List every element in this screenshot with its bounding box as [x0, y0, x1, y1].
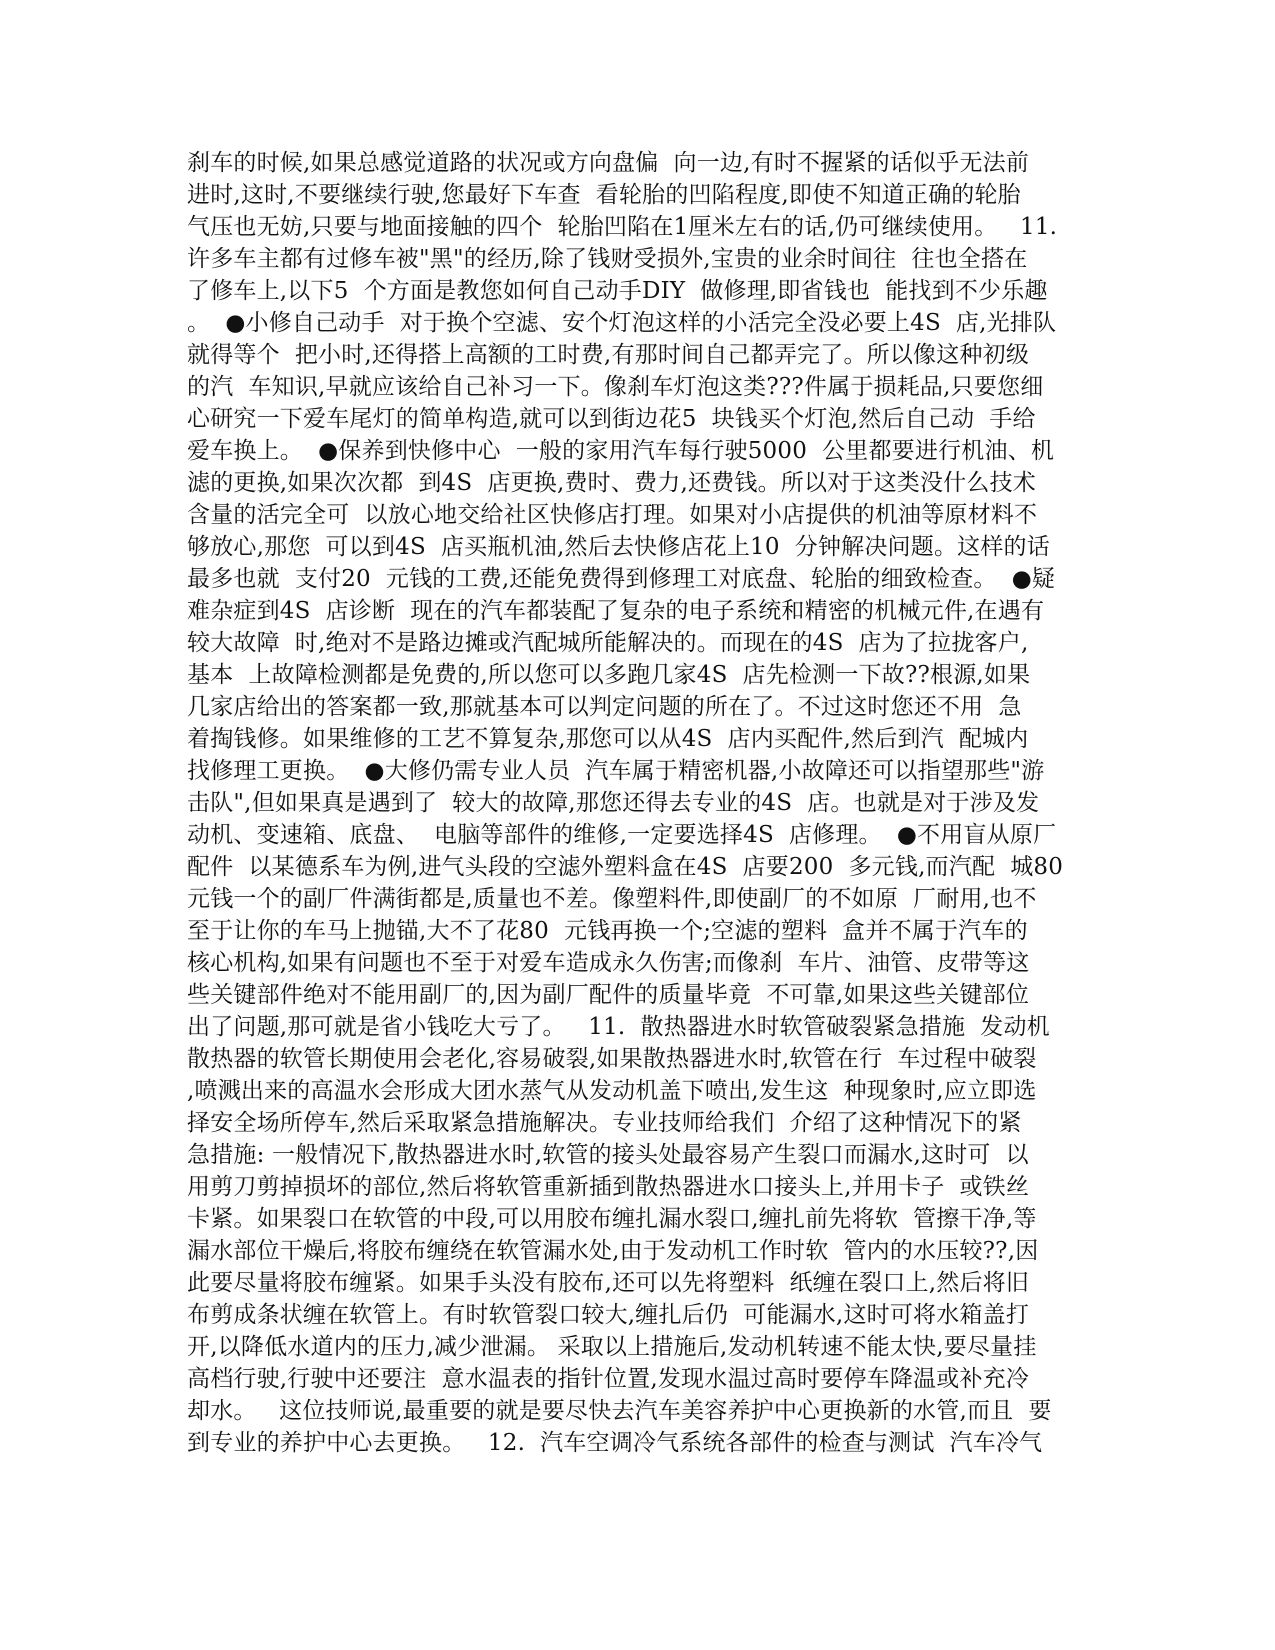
text-line: 较大故障 时,绝对不是路边摊或汽配城所能解决的。而现在的4S 店为了拉拢客户,	[187, 630, 1029, 656]
text-line: 许多车主都有过修车被"黑"的经历,除了钱财受损外,宝贵的业余时间往 往也全搭在	[187, 246, 1028, 272]
text-line: 核心机构,如果有问题也不至于对爱车造成永久伤害;而像刹 车片、油管、皮带等这	[187, 950, 1030, 976]
text-line: 散热器的软管长期使用会老化,容易破裂,如果散热器进水时,软管在行 车过程中破裂	[187, 1046, 1037, 1072]
text-line: 用剪刀剪掉损坏的部位,然后将软管重新插到散热器进水口接头上,并用卡子 或铁丝	[187, 1174, 1030, 1200]
body-text	[187, 147, 1087, 1459]
text-line: 开,以降低水道内的压力,减少泄漏。 采取以上措施后,发动机转速不能太快,要尽量挂	[187, 1334, 1037, 1360]
text-line: 动机、变速箱、底盘、 电脑等部件的维修,一定要选择4S 店修理。 ●不用盲从原厂	[187, 822, 1057, 848]
text-line: 布剪成条状缠在软管上。有时软管裂口较大,缠扎后仍 可能漏水,这时可将水箱盖打	[187, 1302, 1030, 1328]
text-line: 至于让你的车马上抛锚,大不了花80 元钱再换一个;空滤的塑料 盒并不属于汽车的	[187, 918, 1028, 944]
text-line: 漏水部位干燥后,将胶布缠绕在软管漏水处,由于发动机工作时软 管内的水压较??,因	[187, 1238, 1039, 1264]
text-line: 的汽 车知识,早就应该给自己补习一下。像刹车灯泡这类???件属于损耗品,只要您细	[187, 374, 1044, 400]
text-line: 急措施: 一般情况下,散热器进水时,软管的接头处最容易产生裂口而漏水,这时可 以	[187, 1142, 1029, 1168]
text-line: 基本 上故障检测都是免费的,所以您可以多跑几家4S 店先检测一下故??根源,如果	[187, 662, 1031, 688]
text-line: 滤的更换,如果次次都 到4S 店更换,费时、费力,还费钱。所以对于这类没什么技术	[187, 470, 1036, 496]
text-line: 高档行驶,行驶中还要注 意水温表的指针位置,发现水温过高时要停车降温或补充冷	[187, 1366, 1030, 1392]
text-line: 此要尽量将胶布缠紧。如果手头没有胶布,还可以先将塑料 纸缠在裂口上,然后将旧	[187, 1270, 1030, 1296]
text-line: 到专业的养护中心去更换。 12. 汽车空调冷气系统各部件的检查与测试 汽车冷气	[187, 1430, 1043, 1456]
text-line: 击队",但如果真是遇到了 较大的故障,那您还得去专业的4S 店。也就是对于涉及发	[187, 790, 1040, 816]
text-line: 元钱一个的副厂件满街都是,质量也不差。像塑料件,即使副厂的不如原 厂耐用,也不	[187, 886, 1037, 912]
text-line: 刹车的时候,如果总感觉道路的状况或方向盘偏 向一边,有时不握紧的话似乎无法前	[187, 150, 1030, 176]
text-line: ,喷溅出来的高温水会形成大团水蒸气从发动机盖下喷出,发生这 种现象时,应立即选	[187, 1078, 1037, 1104]
text-line: 心研究一下爱车尾灯的简单构造,就可以到街边花5 块钱买个灯泡,然后自己动 手给	[187, 406, 1036, 432]
text-line: 择安全场所停车,然后采取紧急措施解决。专业技师给我们 介绍了这种情况下的紧	[187, 1110, 1022, 1136]
text-line: 几家店给出的答案都一致,那就基本可以判定问题的所在了。不过这时您还不用 急	[187, 694, 1022, 720]
text-line: 些关键部件绝对不能用副厂的,因为副厂配件的质量毕竟 不可靠,如果这些关键部位	[187, 982, 1030, 1008]
text-line: 着掏钱修。如果维修的工艺不算复杂,那您可以从4S 店内买配件,然后到汽 配城内	[187, 726, 1029, 752]
text-line: 却水。 这位技师说,最重要的就是要尽快去汽车美容养护中心更换新的水管,而且 要	[187, 1398, 1052, 1424]
text-line: 进时,这时,不要继续行驶,您最好下车查 看轮胎的凹陷程度,即使不知道正确的轮胎	[187, 182, 1021, 208]
text-line: 配件 以某德系车为例,进气头段的空滤外塑料盒在4S 店要200 多元钱,而汽配 城80	[187, 854, 1064, 880]
text-line: 出了问题,那可就是省小钱吃大亏了。 11. 散热器进水时软管破裂紧急措施 发动机	[187, 1014, 1050, 1040]
text-line: 难杂症到4S 店诊断 现在的汽车都装配了复杂的电子系统和精密的机械元件,在遇有	[187, 598, 1045, 624]
text-line: 就得等个 把小时,还得搭上高额的工时费,有那时间自己都弄完了。所以像这种初级	[187, 342, 1030, 368]
text-line: 。 ●小修自己动手 对于换个空滤、安个灯泡这样的小活完全没必要上4S 店,光排队	[187, 310, 1057, 336]
text-line: 了修车上,以下5 个方面是教您如何自己动手DIY 做修理,即省钱也 能找到不少乐趣	[187, 278, 1048, 304]
text-line: 爱车换上。 ●保养到快修中心 一般的家用汽车每行驶5000 公里都要进行机油、机	[187, 438, 1055, 464]
text-line: 找修理工更换。 ●大修仍需专业人员 汽车属于精密机器,小故障还可以指望那些"游	[187, 758, 1045, 784]
text-line: 最多也就 支付20 元钱的工费,还能免费得到修理工对底盘、轮胎的细致检查。 ●疑	[187, 566, 1056, 592]
text-line: 含量的活完全可 以放心地交给社区快修店打理。如果对小店提供的机油等原材料不	[187, 502, 1038, 528]
text-line: 卡紧。如果裂口在软管的中段,可以用胶布缠扎漏水裂口,缠扎前先将软 管擦干净,等	[187, 1206, 1037, 1232]
text-line: 够放心,那您 可以到4S 店买瓶机油,然后去快修店花上10 分钟解决问题。这样的话	[187, 534, 1050, 560]
text-line: 气压也无妨,只要与地面接触的四个 轮胎凹陷在1厘米左右的话,仍可继续使用。 11.	[187, 214, 1058, 240]
